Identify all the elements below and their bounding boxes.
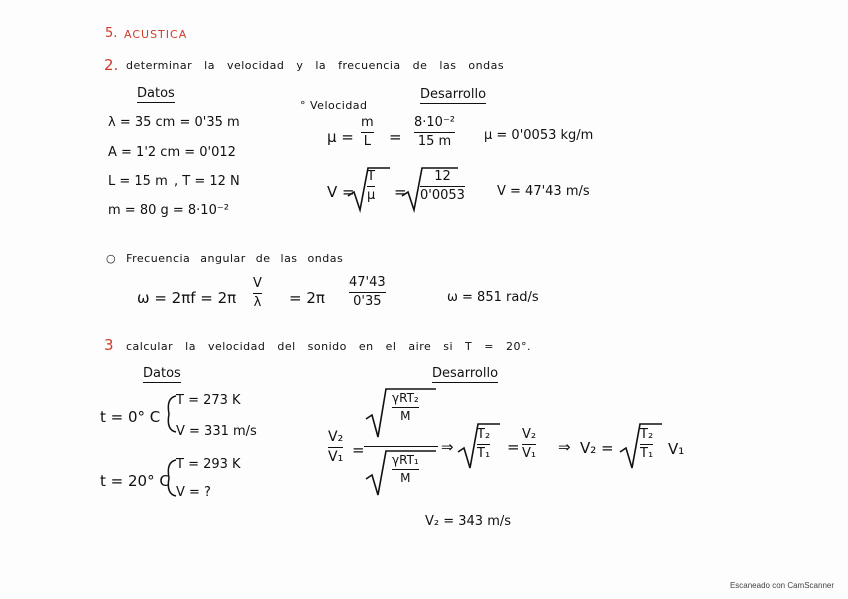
v-fraction-1: T μ — [367, 169, 376, 203]
v2-t-fraction: T₂ T₁ — [640, 427, 654, 461]
problem-3-datos-heading: Datos — [143, 366, 181, 381]
problem-3-statement: calcular la velocidad del sonido en el aire si T = 20°. — [126, 340, 531, 353]
case2-velocity: V = ? — [176, 485, 211, 500]
problem-2-desarrollo-heading: Desarrollo — [420, 87, 487, 102]
datum-tension: , T = 12 N — [174, 174, 240, 189]
omega-fraction-2: 47'43 0'35 — [349, 275, 386, 309]
case2-t: t = 20° C — [100, 472, 170, 490]
case1-velocity: V = 331 m/s — [176, 424, 257, 439]
ratio-v-fraction: V₂ V₁ — [328, 429, 344, 465]
omega-lhs: ω = 2πf = 2π — [137, 289, 237, 307]
problem-3-number: 3 — [104, 336, 114, 354]
implies-arrow: ⇒ — [441, 438, 454, 456]
scanner-watermark: Escaneado con CamScanner — [729, 581, 834, 590]
datum-length: L = 15 m — [108, 174, 168, 189]
problem-2-statement: determinar la velocidad y la frecuencia de las ondas — [126, 59, 505, 72]
sqrt-lower-fraction: γRT₁ M — [392, 453, 419, 485]
v-result: V = 47'43 m/s — [497, 184, 590, 199]
section-title: ACUSTICA — [124, 28, 188, 41]
mu-fraction-2: 8·10⁻² 15 m — [414, 115, 456, 149]
ratio-t-fraction: T₂ T₁ — [477, 427, 491, 461]
v-equals: = — [394, 183, 407, 201]
mu-equals: = — [389, 128, 402, 146]
velocidad-label: ° Velocidad — [300, 99, 368, 112]
datum-mass: m = 80 g = 8·10⁻² — [108, 203, 229, 218]
mu-result: μ = 0'0053 kg/m — [484, 128, 594, 143]
ratio2-v-fraction: V₂ V₁ — [522, 427, 537, 461]
problem-2-datos-heading: Datos — [137, 86, 175, 101]
v-lhs: V = — [327, 183, 355, 201]
v2-v1-factor: V₁ — [668, 440, 685, 458]
problem-2-number: 2. — [104, 56, 119, 74]
omega-fraction-1: V λ — [253, 276, 262, 310]
v-fraction-2: 12 0'0053 — [420, 169, 465, 203]
implies-arrow: ⇒ — [558, 438, 571, 456]
section-number: 5. — [105, 26, 118, 41]
case1-t: t = 0° C — [100, 408, 161, 426]
datum-amplitude: A = 1'2 cm = 0'012 — [108, 145, 236, 160]
case2-temperature: T = 293 K — [176, 457, 241, 472]
final-result: V₂ = 343 m/s — [425, 514, 512, 529]
mu-lhs: μ = — [327, 128, 354, 146]
omega-mid: = 2π — [289, 289, 325, 307]
v2-lhs: V₂ = — [580, 439, 614, 457]
sqrt-upper-fraction: γRT₂ M — [392, 391, 419, 423]
ratio2-equals: = — [507, 438, 520, 456]
frecuencia-label: ○ Frecuencia angular de las ondas — [106, 252, 344, 265]
omega-result: ω = 851 rad/s — [447, 290, 539, 305]
problem-3-desarrollo-heading: Desarrollo — [432, 366, 499, 381]
case1-temperature: T = 273 K — [176, 393, 241, 408]
datum-lambda: λ = 35 cm = 0'35 m — [108, 115, 240, 130]
ratio-equals: = — [352, 441, 365, 459]
mu-fraction-1: m L — [361, 115, 374, 149]
